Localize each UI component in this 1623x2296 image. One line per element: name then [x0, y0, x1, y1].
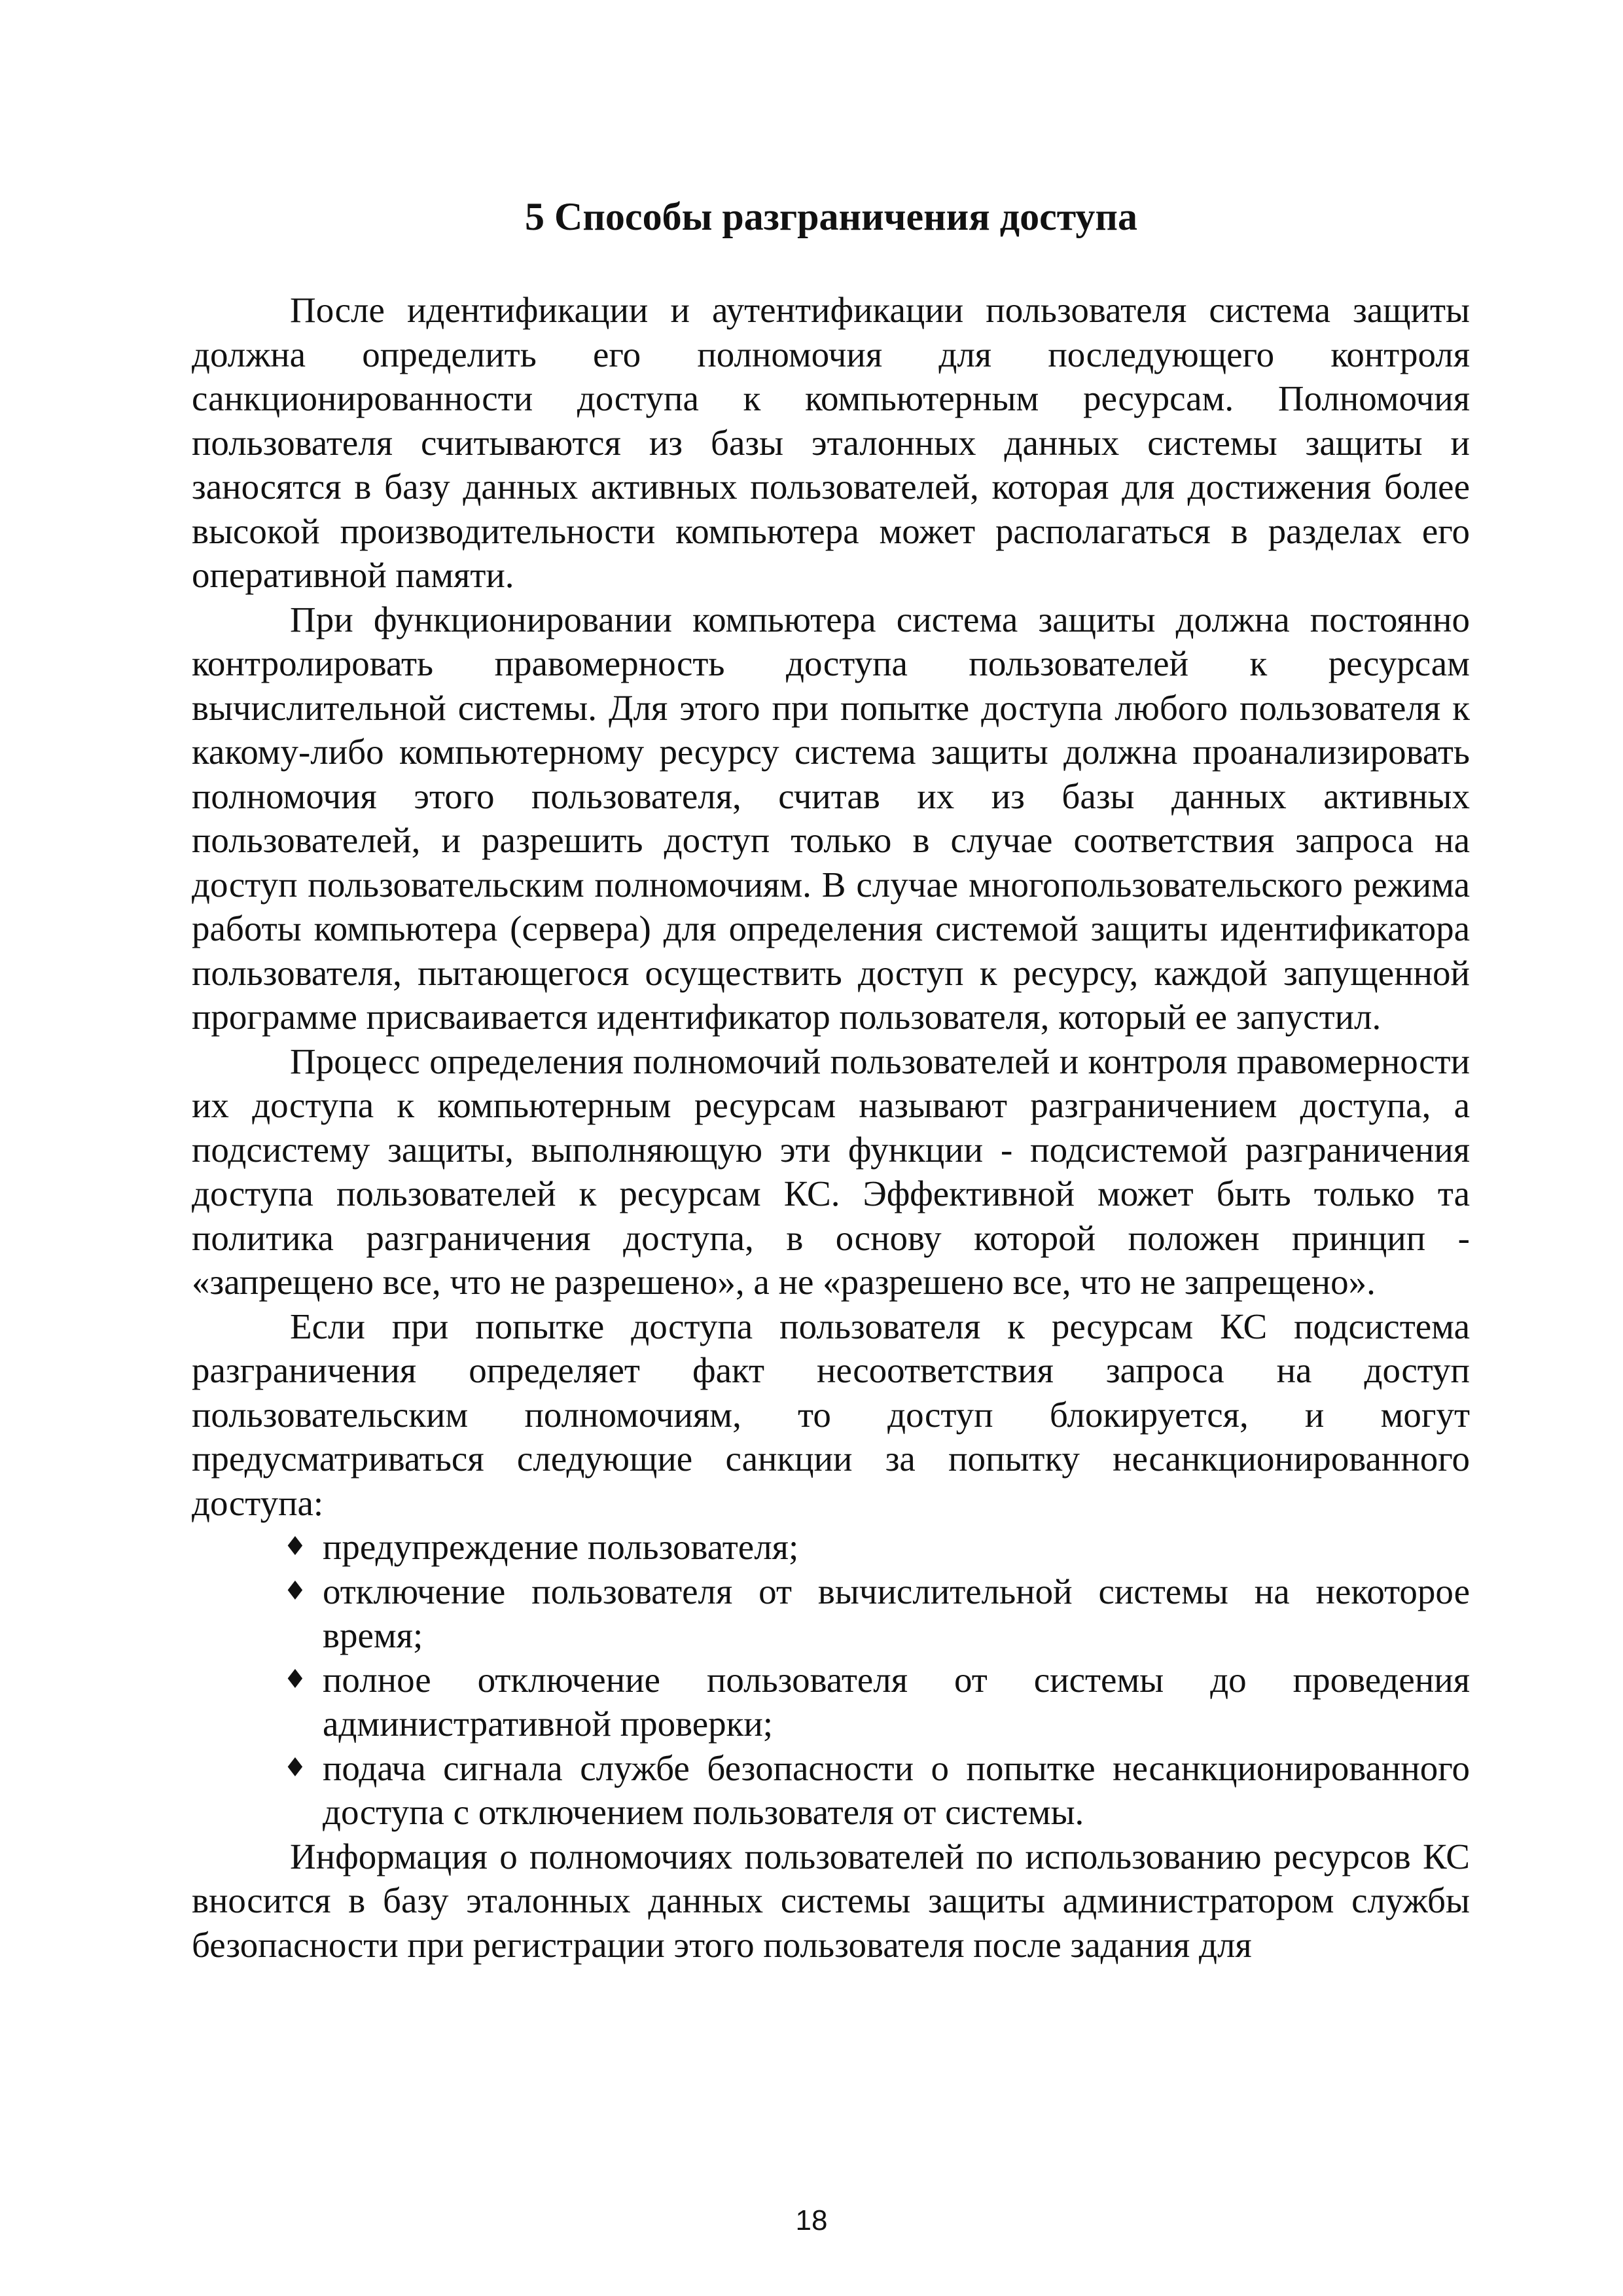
diamond-bullet-icon: ♦: [283, 1752, 307, 1783]
list-item: [192, 1570, 1470, 1658]
paragraph-4: Если при попытке доступа пользователя к ресурсам КС подсистема разграничения определяет факт несоответствия запроса на доступ пользовательским полномочиям, то доступ блокируется, и могут предусматриваться следующие санкции за попытку несанкционированного доступа:: [192, 1306, 1470, 1523]
paragraph-3: Процесс определения полномочий пользователей и контроля правомерности их доступа к компьютерным ресурсам называют разграничением доступа, а подсистему защиты, выполняющую эти функции - подсистемой разграничения доступа пользователей к ресурсам КС. Эффективной может быть только та политика разграничения доступа, в основу которой положен принцип - «запрещено все, что не разрешено», а не «разрешено все, что не запрещено».: [192, 1041, 1470, 1302]
list-item-text: полное отключение пользователя от системы до проведения административной проверки;: [323, 1659, 1470, 1744]
list-item-text: отключение пользователя от вычислительной системы на некоторое время;: [323, 1571, 1470, 1655]
page-number: 18: [795, 2204, 828, 2236]
diamond-bullet-icon: ♦: [283, 1575, 307, 1606]
paragraph-5: Информация о полномочиях пользователей по использованию ресурсов КС вносится в базу эталонных данных системы защиты администратором службы безопасности при регистрации этого пользователя после задания для: [192, 1836, 1470, 1965]
list-item: [192, 1746, 1470, 1835]
list-item: [192, 1658, 1470, 1746]
body-text: [192, 288, 1470, 1967]
paragraph-2: При функционировании компьютера система защиты должна постоянно контролировать правомерность доступа пользователей к ресурсам вычислительной системы. Для этого при попытке доступа любого пользователя к какому-либо компьютерному ресурсу система защиты должна проанализировать полномочия этого пользователя, считав их из базы данных активных пользователей, и разрешить доступ только в случае соответствия запроса на доступ пользовательским полномочиям. В случае многопользовательского режима работы компьютера (сервера) для определения системой защиты идентификатора пользователя, пытающегося осуществить доступ к ресурсу, каждой запущенной программе присваивается идентификатор пользователя, который ее запустил.: [192, 599, 1470, 1037]
paragraph-1: После идентификации и аутентификации пользователя система защиты должна определить его полномочия для последующего контроля санкционированности доступа к компьютерным ресурсам. Полномочия пользователя считываются из базы эталонных данных системы защиты и заносятся в базу данных активных пользователей, которая для достижения более высокой производительности компьютера может располагаться в разделах его оперативной памяти.: [192, 290, 1470, 595]
page-title: 5 Способы разграничения доступа: [525, 195, 1137, 238]
list-item-text: предупреждение пользователя;: [323, 1527, 799, 1567]
list-item-text: подача сигнала службе безопасности о попытке несанкционированного доступа с отключением пользователя от системы.: [323, 1748, 1470, 1832]
list-item: [192, 1525, 1470, 1570]
sanctions-list: [192, 1525, 1470, 1835]
diamond-bullet-icon: ♦: [283, 1664, 307, 1695]
diamond-bullet-icon: ♦: [283, 1532, 307, 1562]
